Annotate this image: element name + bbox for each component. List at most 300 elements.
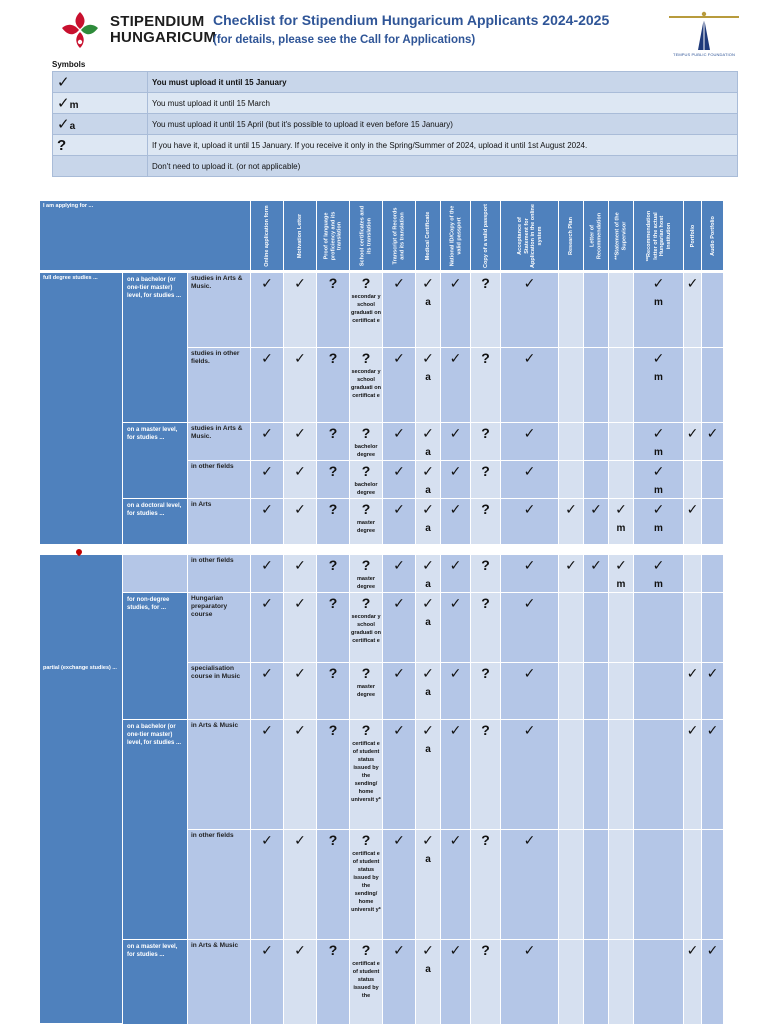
table-cell [350,499,383,545]
question-icon: ? [361,275,371,291]
table-cell [501,461,559,499]
check-icon: ✓ [393,832,405,848]
table-cell [471,593,501,663]
table-cell [350,940,383,1024]
table-cell [501,720,559,830]
question-icon: ? [481,463,490,479]
table-cell [684,593,702,663]
check-icon: ✓ [422,832,434,848]
question-icon: ? [328,350,338,366]
table-cell [584,593,609,663]
table-cell [416,499,441,545]
table-cell [383,940,416,1024]
field-label: in other fields [191,832,234,839]
table-cell [559,461,584,499]
check-icon: ✓ [294,425,306,441]
group-cell [40,663,123,1024]
question-icon: ? [328,425,338,441]
table-cell [416,940,441,1024]
table-cell [609,461,634,499]
check-icon: ✓ [261,832,273,848]
check-icon: ✓ [686,665,699,681]
check-icon: ✓ [294,350,306,366]
table-cell [559,499,584,545]
check-icon: ✓ [261,557,273,573]
document-note: master degree [356,684,376,698]
question-icon: ? [57,136,67,154]
question-icon: ? [481,595,490,611]
check-icon: ✓ [449,832,462,848]
table-cell [284,555,317,593]
table-cell [702,830,724,940]
check-icon: ✓ [393,595,405,611]
document-note: master degree [356,520,376,534]
column-header-label: **Recommendation letter of the actual Hungarian host institution [645,210,671,261]
table-cell [634,593,684,663]
check-icon: ✓ [294,942,306,958]
table-cell [471,423,501,461]
table-cell [317,348,350,423]
column-header-label: Acceptance of Statement for Application in the online system [516,203,542,268]
question-icon: ? [328,501,338,517]
table-cell [441,348,471,423]
column-header-label: Motivation Letter [296,213,303,258]
document-note: certificat e of student status issued by the [352,961,380,999]
field-cell [188,499,251,545]
deadline-march-marker: m [654,447,663,458]
table-cell [251,593,284,663]
field-label: specialisation course in Music [191,665,241,680]
question-icon: ? [481,501,490,517]
check-icon: ✓ [422,501,434,517]
check-icon: ✓ [294,665,306,681]
table-cell [284,830,317,940]
table-cell [251,273,284,348]
question-icon: ? [328,463,338,479]
table-cell [284,499,317,545]
table-cell [702,663,724,720]
column-header-label: Audio Portfolio [709,215,716,256]
table-cell [471,273,501,348]
table-cell [702,273,724,348]
table-cell [416,663,441,720]
table-cell [609,940,634,1024]
symbol-desc: You must upload it until 15 April (but it's possible to upload it even before 15 January) [148,114,738,135]
table-cell [284,593,317,663]
table-cell [559,423,584,461]
table-cell [609,830,634,940]
check-icon: ✓ [294,501,306,517]
field-cell [188,720,251,830]
check-icon: ✓ [393,275,405,291]
table-cell [501,273,559,348]
check-icon: ✓ [686,942,699,958]
table-cell [584,461,609,499]
table-cell [284,663,317,720]
field-label: studies in other fields. [191,350,240,365]
column-header-label: Proof of language proficiency and its translation [323,211,343,260]
check-icon: ✓ [261,463,273,479]
deadline-march-marker: m [654,372,663,383]
deadline-april-marker: a [425,579,431,590]
table-cell [634,830,684,940]
table-cell [634,663,684,720]
question-icon: ? [361,722,371,738]
table-cell [350,830,383,940]
question-icon: ? [361,501,371,517]
table-cell [559,830,584,940]
field-cell [188,663,251,720]
check-icon: ✓ [393,425,405,441]
deadline-march-marker: m [616,579,626,590]
check-icon: ✓ [294,275,306,291]
field-label: studies in Arts & Music. [191,425,243,440]
table-cell [251,423,284,461]
table-cell [584,348,609,423]
question-icon: ? [361,595,371,611]
check-icon: ✓ [294,557,306,573]
check-icon: ✓ [261,595,273,611]
table-cell [251,555,284,593]
document-note: secondar y school graduati on certificat e [351,369,381,399]
level-label: on a bachelor (or one-tier master) level, for studies ... [127,277,182,299]
table-cell [702,499,724,545]
symbol-suffix: m [69,100,79,111]
table-cell [684,499,702,545]
table-cell [684,720,702,830]
check-icon: ✓ [393,942,405,958]
group-label: full degree studies ... [43,275,98,281]
level-label: for non-degree studies, for ... [127,597,170,611]
question-icon: ? [328,722,338,738]
deadline-april-marker: a [425,854,431,865]
check-icon: ✓ [57,116,70,133]
tempus-emblem-icon [665,10,743,52]
column-header-label: Medical Certificate [424,211,431,260]
table-cell [441,593,471,663]
stipendium-logo [58,8,217,54]
check-icon: ✓ [449,595,462,611]
column-header [584,201,609,271]
table-cell [441,423,471,461]
document-note: bachelor degree [354,444,378,458]
document-note: bachelor degree [354,482,378,496]
table-cell [383,461,416,499]
table-cell [634,461,684,499]
table-cell [609,593,634,663]
question-icon: ? [328,665,338,681]
field-cell [188,461,251,499]
level-label: on a doctoral level, for studies ... [127,503,182,517]
column-header [559,201,584,271]
table-cell [416,423,441,461]
column-header [684,201,702,271]
question-icon: ? [481,942,490,958]
check-icon: ✓ [565,501,577,517]
check-icon: ✓ [57,95,70,112]
check-icon: ✓ [261,425,273,441]
table-cell [684,348,702,423]
field-label: in Arts [191,501,212,508]
table-cell [471,830,501,940]
group-cell [40,273,123,545]
table-cell [441,940,471,1024]
table-cell [251,663,284,720]
table-cell [416,461,441,499]
level-label: on a master level, for studies ... [127,427,178,441]
check-icon: ✓ [393,722,405,738]
table-cell [317,499,350,545]
check-icon: ✓ [686,425,699,441]
table-cell [251,830,284,940]
table-cell [559,940,584,1024]
table-cell [559,593,584,663]
table-cell [684,423,702,461]
question-icon: ? [328,832,338,848]
question-icon: ? [481,557,490,573]
table-cell [383,499,416,545]
check-icon: ✓ [523,350,536,366]
table-cell [501,830,559,940]
question-icon: ? [361,557,371,573]
question-icon: ? [328,942,338,958]
check-icon: ✓ [615,557,627,573]
table-cell [284,461,317,499]
table-cell [441,663,471,720]
check-icon: ✓ [523,501,536,517]
logo-wordmark: STIPENDIUM HUNGARICUM [110,13,217,46]
symbol-row [53,72,738,93]
group-label: partial (exchange studies) ... [43,665,117,671]
table-cell [251,940,284,1024]
table-cell [684,461,702,499]
column-header-label: Letter of Recommendation [589,212,602,259]
column-header [501,201,559,271]
document-note: certificat e of student status issued by the sending/ home universit y* [351,741,381,803]
column-header-label: Online application form [263,204,270,267]
table-cell [416,273,441,348]
check-icon: ✓ [523,722,536,738]
column-header-label: Portfolio [689,224,696,247]
check-icon: ✓ [393,463,405,479]
table-cell [501,423,559,461]
table-cell [284,940,317,1024]
table-cell [584,940,609,1024]
table-cell [350,348,383,423]
column-header-label: National ID/Copy of the valid passport [449,205,462,266]
field-label: Hungarian preparatory course [191,595,228,618]
document-note: master degree [356,576,376,590]
check-icon: ✓ [523,463,536,479]
table-cell [471,555,501,593]
check-icon: ✓ [393,557,405,573]
deadline-april-marker: a [425,964,431,975]
table-cell [471,720,501,830]
field-cell [188,555,251,593]
table-cell [350,663,383,720]
symbol-desc: Don't need to upload it. (or not applicable) [148,156,738,177]
table-cell [584,273,609,348]
symbol-row [53,114,738,135]
table-cell [684,555,702,593]
column-header-label: **Statement of the Supervisor [614,211,627,260]
question-icon: ? [328,275,338,291]
table-cell [634,720,684,830]
table-cell [684,830,702,940]
table-cell [501,348,559,423]
table-cell [471,940,501,1024]
question-icon: ? [361,350,371,366]
field-cell [188,940,251,1024]
deadline-march-marker: m [654,523,663,534]
field-cell [188,593,251,663]
level-cell [123,593,188,720]
table-cell [702,940,724,1024]
level-label: on a master level, for studies ... [127,944,178,958]
check-icon: ✓ [686,501,699,517]
table-cell [441,273,471,348]
field-label: in other fields [191,557,234,564]
check-icon: ✓ [422,350,434,366]
table-cell [684,940,702,1024]
table-cell [284,348,317,423]
table-cell [684,663,702,720]
symbol-desc: You must upload it until 15 March [148,93,738,114]
table-cell [501,593,559,663]
table-cell [317,461,350,499]
table-cell [634,423,684,461]
table-cell [559,720,584,830]
check-icon: ✓ [523,557,536,573]
level-cell [123,273,188,423]
level-cell [123,555,188,593]
table-cell [383,423,416,461]
deadline-april-marker: a [425,523,431,534]
field-label: in Arts & Music [191,722,239,729]
deadline-april-marker: a [425,297,431,308]
table-cell [383,830,416,940]
table-cell [416,720,441,830]
table-cell [441,461,471,499]
table-cell [383,593,416,663]
table-cell [251,461,284,499]
check-icon: ✓ [523,275,536,291]
question-icon: ? [361,463,371,479]
check-icon: ✓ [449,425,462,441]
check-icon: ✓ [422,275,434,291]
page-subtitle: (for details, please see the Call for Applications) [213,34,476,46]
question-icon: ? [361,942,371,958]
table-cell [350,593,383,663]
deadline-march-marker: m [654,297,663,308]
column-header [609,201,634,271]
table-cell [501,555,559,593]
table-cell [584,663,609,720]
question-icon: ? [481,350,490,366]
level-cell [123,423,188,499]
table-cell [441,499,471,545]
table-cell [284,720,317,830]
table-cell [317,593,350,663]
table-cell [251,499,284,545]
table-cell [559,348,584,423]
column-header [634,201,684,271]
field-label: in Arts & Music [191,942,239,949]
table-cell [416,348,441,423]
check-icon: ✓ [706,665,719,681]
table-cell [609,663,634,720]
column-header [383,201,416,271]
check-icon: ✓ [294,595,306,611]
column-header [416,201,441,271]
deadline-april-marker: a [425,687,431,698]
check-icon: ✓ [422,463,434,479]
check-icon: ✓ [449,501,462,517]
page-title: Checklist for Stipendium Hungaricum Applicants 2024-2025 [213,12,610,28]
check-icon: ✓ [422,557,434,573]
question-icon: ? [481,832,490,848]
deadline-march-marker: m [654,485,663,496]
check-icon: ✓ [652,350,665,366]
table-cell [317,940,350,1024]
check-icon: ✓ [565,557,577,573]
table-cell [317,663,350,720]
field-cell [188,348,251,423]
table-cell [441,720,471,830]
check-icon: ✓ [422,665,434,681]
check-icon: ✓ [393,665,405,681]
deadline-april-marker: a [425,447,431,458]
check-icon: ✓ [261,275,273,291]
table-cell [383,663,416,720]
level-cell [123,720,188,940]
corner-label: I am applying for ... [43,203,94,209]
table-cell [383,720,416,830]
field-label: in other fields [191,463,234,470]
check-icon: ✓ [261,350,273,366]
check-icon: ✓ [261,942,273,958]
question-icon: ? [481,722,490,738]
table-cell [416,593,441,663]
check-icon: ✓ [294,463,306,479]
document-note: secondar y school graduati on certificat e [351,614,381,644]
table-cell [609,720,634,830]
table-cell [284,273,317,348]
table-cell [317,720,350,830]
table-cell [350,423,383,461]
check-icon: ✓ [261,665,273,681]
table-cell [471,348,501,423]
check-icon: ✓ [652,557,665,573]
check-icon: ✓ [523,832,536,848]
table-cell [559,273,584,348]
table-cell [584,423,609,461]
question-icon: ? [361,425,371,441]
check-icon: ✓ [393,350,405,366]
column-header-label: Transcript of Records and its translation [392,207,405,264]
check-icon: ✓ [393,501,405,517]
table-cell [702,593,724,663]
symbol-desc: You must upload it until 15 January [148,72,738,93]
table-cell [317,555,350,593]
table-cell [584,830,609,940]
document-note: certificat e of student status issued by the sending/ home universit y* [351,851,381,913]
column-header-label: School certificates and its translation [359,205,372,266]
table-cell [609,273,634,348]
question-icon: ? [361,665,371,681]
table-cell [383,348,416,423]
table-cell [501,663,559,720]
